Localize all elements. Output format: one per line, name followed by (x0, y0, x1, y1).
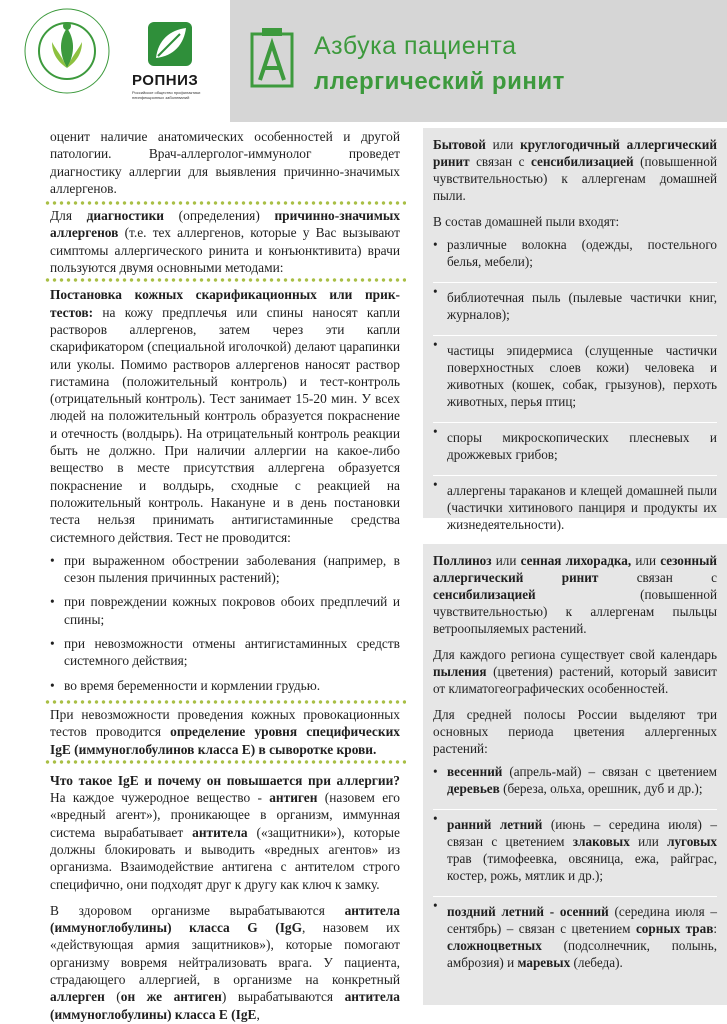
dust-components-list (433, 236, 717, 539)
list-item: • ранний летний (июнь – середина июля) – связан с цветением злаковых или луговых трав (тимофеевка, овсяница, ежа, райграс, костер, рожь, мятлик и др.); (433, 809, 717, 890)
list-item: • во время беременности и кормлении грудью. (50, 677, 400, 694)
pollen-calendar-paragraph: Для каждого региона существует свой календарь пыления (цветения) растений, который зависит от климатогеографических особенностей. (433, 647, 717, 696)
list-item: • споры микроскопических плесневых и дрожжевых грибов; (433, 422, 717, 469)
flowering-periods-heading: Для средней полосы России выделяют три основных периода цветения аллергенных растений: (433, 707, 717, 756)
household-rhinitis-box (423, 128, 727, 532)
ige-explanation-paragraph: Что такое IgE и почему он повышается при аллергии? На каждое чужеродное вещество - антиген (назовем его «вредный агент»), проникающее в организм, иммунная система вырабатывает антитела («защитники»), которые должны блокировать и выводить «вредных агентов» из организма. Взаимодействие антигена с антителом строго специфично, они подходят друг к другу как ключ к замку. (50, 772, 400, 892)
diagnostics-highlight: Для диагностики (определения) причинно-значимых аллергенов (т.е. тех аллергенов, которые у Вас вызывают симптомы аллергического ринита и конъюнктивита) врачи пользуются двумя основными методами: (50, 202, 400, 281)
title-banner (230, 0, 727, 122)
leaf-icon (148, 22, 192, 66)
pollinosis-definition: Поллиноз или сенная лихорадка, или сезонный аллергический ринит связан с сенсибилизацией (повышенной чувствительностью) к аллергенам пыльцы ветроопыляемых растений. (433, 553, 717, 636)
intro-paragraph: оценит наличие анатомических особенностей и другой патологии. Врач-аллерголог-иммунолог проведет диагностику аллергии для выявления причинно-значимых аллергенов. (50, 129, 400, 196)
letter-a-frame-icon (250, 28, 294, 88)
ropniz-subtitle: Российское общество профилактики неинфекционных заболеваний (132, 90, 201, 100)
title-line-1: Азбука пациента (314, 32, 517, 60)
skin-tests-paragraph: Постановка кожных скарификационных или прик-тестов: на кожу предплечья или спины наносят капли растворов аллергенов, затем через эти капли скарификатором (специальной иголочкой) делают царапинки или уколы. Помимо растворов аллергенов наносят раствор гистамина (положительный контроль) и тест-контроль (отрицательный контроль). Тест занимает 15-20 мин. У всех людей на положительный контроль образуется покраснение и отечность (волдырь). На отрицательный контроль реакции быть не должно. При наличии аллергии на какое-либо вещество в месте присутствия аллергена образуется покраснение и волдырь, сходные с реакцией на положительный контроль. Накануне и в день постановки теста нельзя принимать антигистаминные средства системного действия. Тест не проводится: (50, 287, 400, 545)
right-column (423, 128, 727, 1005)
left-column (50, 128, 400, 1023)
list-item: • аллергены тараканов и клещей домашней пыли (частички хитинового панциря и продукты их жизнедеятельности). (433, 475, 717, 539)
contraindications-list (50, 552, 400, 694)
nmic-emblem-icon (22, 6, 112, 96)
dust-composition-heading: В состав домашней пыли входят: (433, 214, 620, 229)
pollinosis-box (423, 544, 727, 1005)
household-definition: Бытовой или круглогодичный аллергический ринит связан с сенсибилизацией (повышенной чувствительностью) к аллергенам домашней пыли. (433, 137, 717, 203)
list-item: • при повреждении кожных покровов обоих предплечий и спины; (50, 593, 400, 628)
list-item: • при невозможности отмены антигистаминных средств системного действия; (50, 635, 400, 670)
list-item: • при выраженном обострении заболевания (например, в сезон пыления причинных растений); (50, 552, 400, 587)
list-item: • библиотечная пыль (пылевые частички книг, журналов); (433, 282, 717, 329)
ropniz-logo (132, 22, 242, 102)
title-line-2: ллергический ринит (314, 68, 565, 95)
list-item: • различные волокна (одежды, постельного белья, мебели); (433, 236, 717, 276)
antibodies-paragraph: В здоровом организме вырабатываются антитела (иммуноглобулины) класса G (IgG, назовем их «действующая армия защитников»), которые помогают организму вовремя нейтрализовать врага. У пациента, страдающего аллергией, в организме на конкретный аллерген (он же антиген) вырабатываются антитела (иммуноглобулины) класса E (IgE, (50, 902, 400, 1022)
page-header (0, 0, 727, 122)
nmic-logo (22, 6, 112, 96)
list-item: • поздний летний - осенний (середина июля – сентябрь) – связан с цветением сорных трав: сложноцветных (подсолнечник, полынь, амброзия) и маревых (лебеда). (433, 896, 717, 977)
list-item: • частицы эпидермиса (слущенные частички поверхностных слоев кожи) человека и животных (кошек, собак, грызунов), перхоть животных, перья птиц; (433, 335, 717, 416)
flowering-periods-list (433, 763, 717, 977)
ropniz-name: РОПНИЗ (132, 72, 199, 89)
list-item: • весенний (апрель-май) – связан с цветением деревьев (береза, ольха, орешник, дуб и др.); (433, 763, 717, 803)
ige-test-highlight: При невозможности проведения кожных провокационных тестов проводится определение уровня специфических IgE (иммуноглобулинов класса E) в сыворотке крови. (50, 701, 400, 763)
